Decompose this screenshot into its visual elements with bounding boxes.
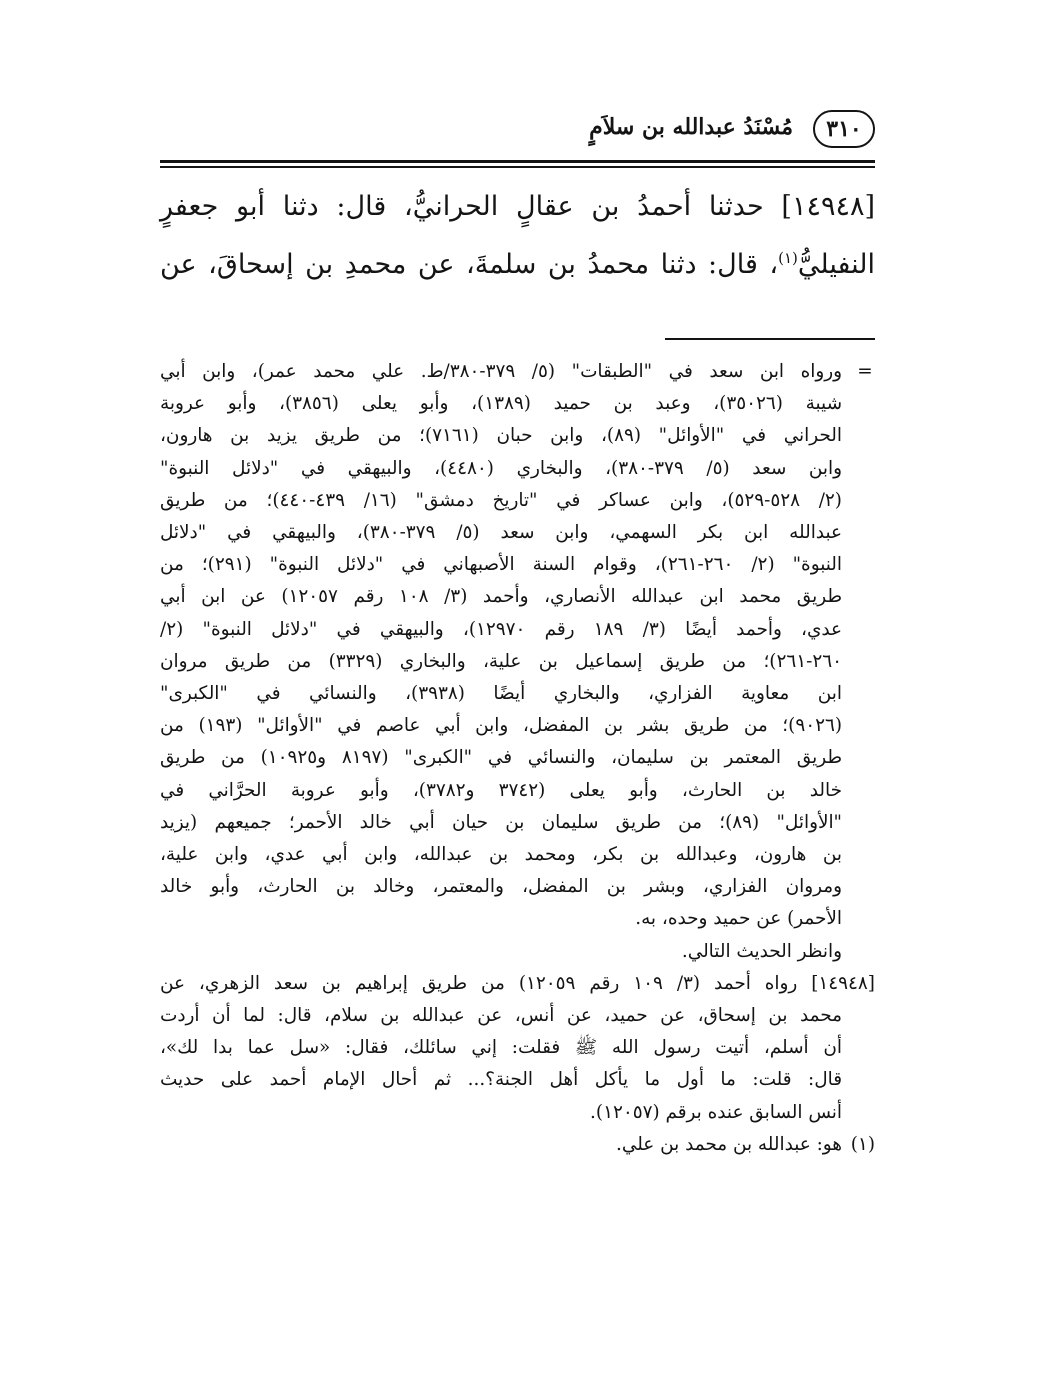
main-text-line xyxy=(160,236,875,294)
footnote-line: ومروان الفزاري، وبشر بن المفضل، والمعتمر، وخالد بن الحارث، وأبو خالد xyxy=(160,876,842,898)
footnote-line: وابن سعد (٥/ ٣٧٩-٣٨٠)، والبخاري (٤٤٨٠)، والبيهقي في "دلائل النبوة" xyxy=(160,457,842,479)
footnote-line: طريق المعتمر بن سليمان، والنسائي في "الكبرى" (٨١٩٧ و١٠٩٢٥) من طريق xyxy=(160,747,842,769)
footnote-number: (١) xyxy=(850,1133,875,1155)
footnote-line: محمد بن إسحاق، عن حميد، عن أنس، عن عبدالله بن سلام، قال: لما أن أردت xyxy=(160,1005,842,1027)
footnote-line: "الأوائل" (٨٩)؛ من طريق سليمان بن حيان أبي خالد الأحمر؛ جميعهم (يزيد xyxy=(160,811,842,833)
footnote-line: (٢/ ٥٢٨-٥٢٩)، وابن عساكر في "تاريخ دمشق" (١٦/ ٤٣٩-٤٤٠)؛ من طريق xyxy=(160,489,842,511)
footnote-line: طريق محمد ابن عبدالله الأنصاري، وأحمد (٣/ ١٠٨ رقم ١٢٠٥٧) عن ابن أبي xyxy=(160,586,842,608)
footnote-line: [١٤٩٤٨] رواه أحمد (٣/ ١٠٩ رقم ١٢٠٥٩) من طريق إبراهيم بن سعد الزهري، عن xyxy=(160,972,875,994)
footnote-line: عبدالله ابن بكر السهمي، وابن سعد (٥/ ٣٧٩-٣٨٠)، والبيهقي في "دلائل xyxy=(160,522,842,544)
footnote-line: ٢٦٠-٢٦١)؛ من طريق إسماعيل بن علية، والبخاري (٣٣٢٩) من طريق مروان xyxy=(160,650,842,672)
footnote-line: عدي، وأحمد أيضًا (٣/ ١٨٩ رقم ١٢٩٧٠)، والبيهقي في "دلائل النبوة" (٢/ xyxy=(160,618,842,640)
main-text-line: [١٤٩٤٨] حدثنا أحمدُ بن عقالٍ الحرانيُّ، قال: دثنا أبو جعفرٍ xyxy=(160,191,875,222)
footnote-continuation xyxy=(160,356,875,968)
footnote-reference[interactable]: (١) xyxy=(778,249,798,267)
header-rule-thick xyxy=(160,160,875,163)
footnote-line: وانظر الحديث التالي. xyxy=(681,940,842,962)
footnote-line: الأحمر) عن حميد وحده، به. xyxy=(635,908,842,930)
footnote-line: النبوة" (٢/ ٢٦٠-٢٦١)، وقوام السنة الأصبهاني في "دلائل النبوة" (٢٩١)؛ من xyxy=(160,554,842,576)
footnote-line: ابن معاوية الفزاري، والبخاري أيضًا (٣٩٣٨)، والنسائي في "الكبرى" xyxy=(160,683,842,705)
narrator-name: النفيليُّ xyxy=(797,249,875,280)
footnote-1 xyxy=(160,1129,875,1161)
footnote-line: بن هارون، وعبدالله بن بكر، ومحمد بن عبدالله، وابن أبي عدي، وابن علية، xyxy=(160,844,842,866)
footnote-hadith-14948 xyxy=(160,968,875,1129)
footnote-separator xyxy=(665,338,875,340)
footnote-line: ورواه ابن سعد في "الطبقات" (٥/ ٣٧٩-٣٨٠/ط. علي محمد عمر)، وابن أبي xyxy=(160,361,842,382)
footnote-line: شيبة (٣٥٠٢٦)، وعبد بن حميد (١٣٨٩)، وأبو يعلى (٣٨٥٦)، وأبو عروبة xyxy=(160,393,842,415)
main-text-line-rest: ، قال: دثنا محمدُ بن سلمةَ، عن محمدِ بن إسحاقَ، عن xyxy=(160,249,779,280)
continuation-marker: = xyxy=(857,361,873,382)
footnote-line: الحراني في "الأوائل" (٨٩)، وابن حبان (٧١٦١)؛ من طريق يزيد بن هارون، xyxy=(160,425,842,447)
footnote-line: أن أسلم، أتيت رسول الله ﷺ فقلت: إني سائلك، فقال: «سل عما بدا لك»، xyxy=(160,1037,842,1059)
footnote-line: أنس السابق عنده برقم (١٢٠٥٧). xyxy=(590,1101,842,1123)
page-number: ٣١٠ xyxy=(826,116,862,142)
main-text xyxy=(160,178,875,294)
footnotes xyxy=(160,356,875,1161)
running-title: مُسْنَدُ عبدالله بن سلاَمٍ xyxy=(589,114,793,140)
header-rule-thin xyxy=(160,166,875,168)
footnote-line: خالد بن الحارث، وأبو يعلى (٣٧٤٢ و٣٧٨٢)، وأبو عروبة الحرَّاني في xyxy=(160,779,842,801)
page-header xyxy=(160,108,875,158)
footnote-line: قال: قلت: ما أول ما يأكل أهل الجنة؟... ثم أحال الإمام أحمد على حديث xyxy=(160,1069,842,1091)
page-number-badge xyxy=(813,110,875,148)
footnote-line: (٩٠٢٦)؛ من طريق بشر بن المفضل، وابن أبي عاصم في "الأوائل" (١٩٣) من xyxy=(160,715,842,737)
footnote-line: هو: عبدالله بن محمد بن علي. xyxy=(616,1133,842,1155)
